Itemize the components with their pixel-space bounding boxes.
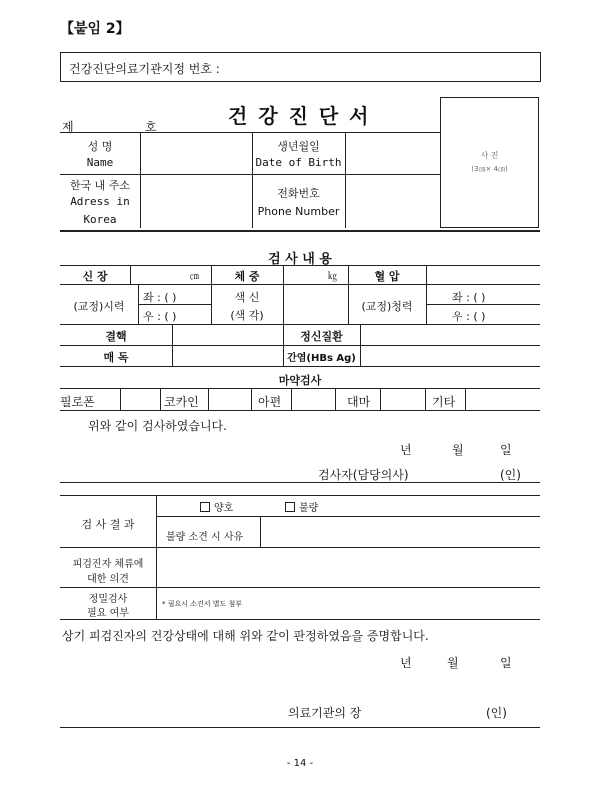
bad-reason-field[interactable]: [261, 517, 539, 546]
weight-field[interactable]: [284, 266, 348, 284]
date1-year: 년: [400, 443, 412, 457]
detail-exam-note: * 필요시 소견서 별도 첨부: [162, 600, 243, 608]
vision-left[interactable]: 좌 : ( ): [143, 291, 177, 304]
opinion-label-2: 대한 의견: [87, 574, 129, 585]
tuberculosis-label: 결핵: [105, 330, 127, 343]
name-label-ko: 성 명: [87, 140, 113, 153]
color-vision-field[interactable]: [284, 285, 348, 323]
hearing-right[interactable]: 우 : ( ): [452, 310, 486, 323]
height-field[interactable]: [131, 266, 211, 284]
weight-label: 체 중: [234, 270, 260, 283]
date1-month: 월: [452, 443, 464, 457]
vision-label: (교정)시력: [73, 300, 125, 313]
drug-other-field[interactable]: [466, 389, 539, 409]
document-title: 건 강 진 단 서: [228, 104, 371, 128]
mental-illness-field[interactable]: [361, 325, 539, 344]
designation-number-label: 건강진단의료기관지정 번호 :: [69, 62, 220, 76]
phone-label-ko: 전화번호: [277, 187, 320, 200]
institution-seal: (인): [486, 706, 507, 720]
good-checkbox[interactable]: [200, 502, 210, 512]
page-number: - 14 -: [286, 758, 314, 769]
detail-exam-label-2: 필요 여부: [87, 608, 129, 619]
result-label: 검 사 결 과: [81, 518, 135, 531]
drug-opium-field[interactable]: [292, 389, 334, 409]
address-label-en-2: Korea: [83, 213, 117, 226]
designation-number-field[interactable]: [60, 52, 541, 82]
drug-cocaine-field[interactable]: [209, 389, 250, 409]
photo-label: 사 진: [480, 151, 499, 160]
date2-month: 월: [447, 656, 459, 670]
opinion-label-1: 피검진자 체류에: [72, 559, 144, 570]
drug-meth-field[interactable]: [121, 389, 159, 409]
result-bad-label: 불량: [299, 503, 319, 514]
name-field[interactable]: [141, 133, 251, 173]
color-vision-label-2: (색 각): [230, 309, 264, 322]
drug-other-label: 기타: [432, 395, 456, 409]
mental-illness-label: 정신질환: [300, 330, 343, 343]
drug-cannabis-field[interactable]: [381, 389, 424, 409]
birth-label-ko: 생년월일: [277, 140, 320, 153]
drug-opium-label: 아편: [258, 395, 282, 409]
address-label-ko: 한국 내 주소: [69, 179, 131, 192]
hepatitis-label: 간염(HBs Ag): [287, 353, 356, 364]
exam-section-title: 검 사 내 용: [268, 252, 332, 267]
institution-head-label: 의료기관의 장: [288, 706, 362, 720]
vision-right[interactable]: 우 : ( ): [143, 310, 177, 323]
cert-number-prefix: 제: [62, 120, 74, 134]
address-field[interactable]: [141, 175, 251, 227]
date2-day: 일: [500, 656, 512, 670]
syphilis-label: 매 독: [103, 351, 129, 364]
result-good-option[interactable]: [200, 499, 233, 514]
hearing-left[interactable]: 좌 : ( ): [452, 291, 486, 304]
detail-exam-label-1: 정밀검사: [88, 594, 128, 605]
result-good-label: 양호: [214, 503, 234, 514]
phone-label-en: Phone Number: [257, 205, 340, 218]
color-vision-label-1: 색 신: [234, 291, 260, 304]
examiner-seal: (인): [500, 468, 521, 482]
birth-field[interactable]: [346, 133, 439, 173]
examiner-label: 검사자(담당의사): [318, 468, 409, 482]
hearing-label: (교정)청력: [361, 300, 413, 313]
result-bad-option[interactable]: [285, 499, 318, 514]
photo-box: [440, 97, 539, 228]
hepatitis-field[interactable]: [361, 346, 539, 365]
drug-cocaine-label: 코카인: [164, 395, 199, 409]
phone-field[interactable]: [346, 175, 439, 227]
height-label: 신 장: [82, 270, 108, 283]
drug-cannabis-label: 대마: [347, 395, 371, 409]
examined-statement: 위와 같이 검사하였습니다.: [88, 419, 227, 433]
date1-day: 일: [500, 443, 512, 457]
date2-year: 년: [400, 656, 412, 670]
bp-label: 혈 압: [374, 270, 400, 283]
name-label-en: Name: [86, 156, 114, 169]
photo-size: (3㎝× 4㎝): [471, 165, 508, 173]
height-unit: ㎝: [190, 272, 200, 282]
bad-reason-label: 불량 소견 시 사유: [166, 532, 244, 543]
drug-meth-label: 필로폰: [60, 395, 95, 409]
address-label-en-1: Adress in: [70, 195, 130, 208]
syphilis-field[interactable]: [173, 346, 283, 365]
cert-number-suffix: 호: [145, 120, 157, 134]
drug-test-title: 마약검사: [278, 374, 322, 387]
weight-unit: ㎏: [328, 272, 338, 282]
birth-label-en: Date of Birth: [255, 156, 342, 169]
tuberculosis-field[interactable]: [173, 325, 283, 344]
attachment-label: 【붙임 2】: [60, 21, 130, 37]
opinion-field[interactable]: [157, 548, 539, 586]
certification-statement: 상기 피검진자의 건강상태에 대해 위와 같이 판정하였음을 증명합니다.: [62, 629, 429, 643]
bp-field[interactable]: [427, 266, 539, 284]
bad-checkbox[interactable]: [285, 502, 295, 512]
